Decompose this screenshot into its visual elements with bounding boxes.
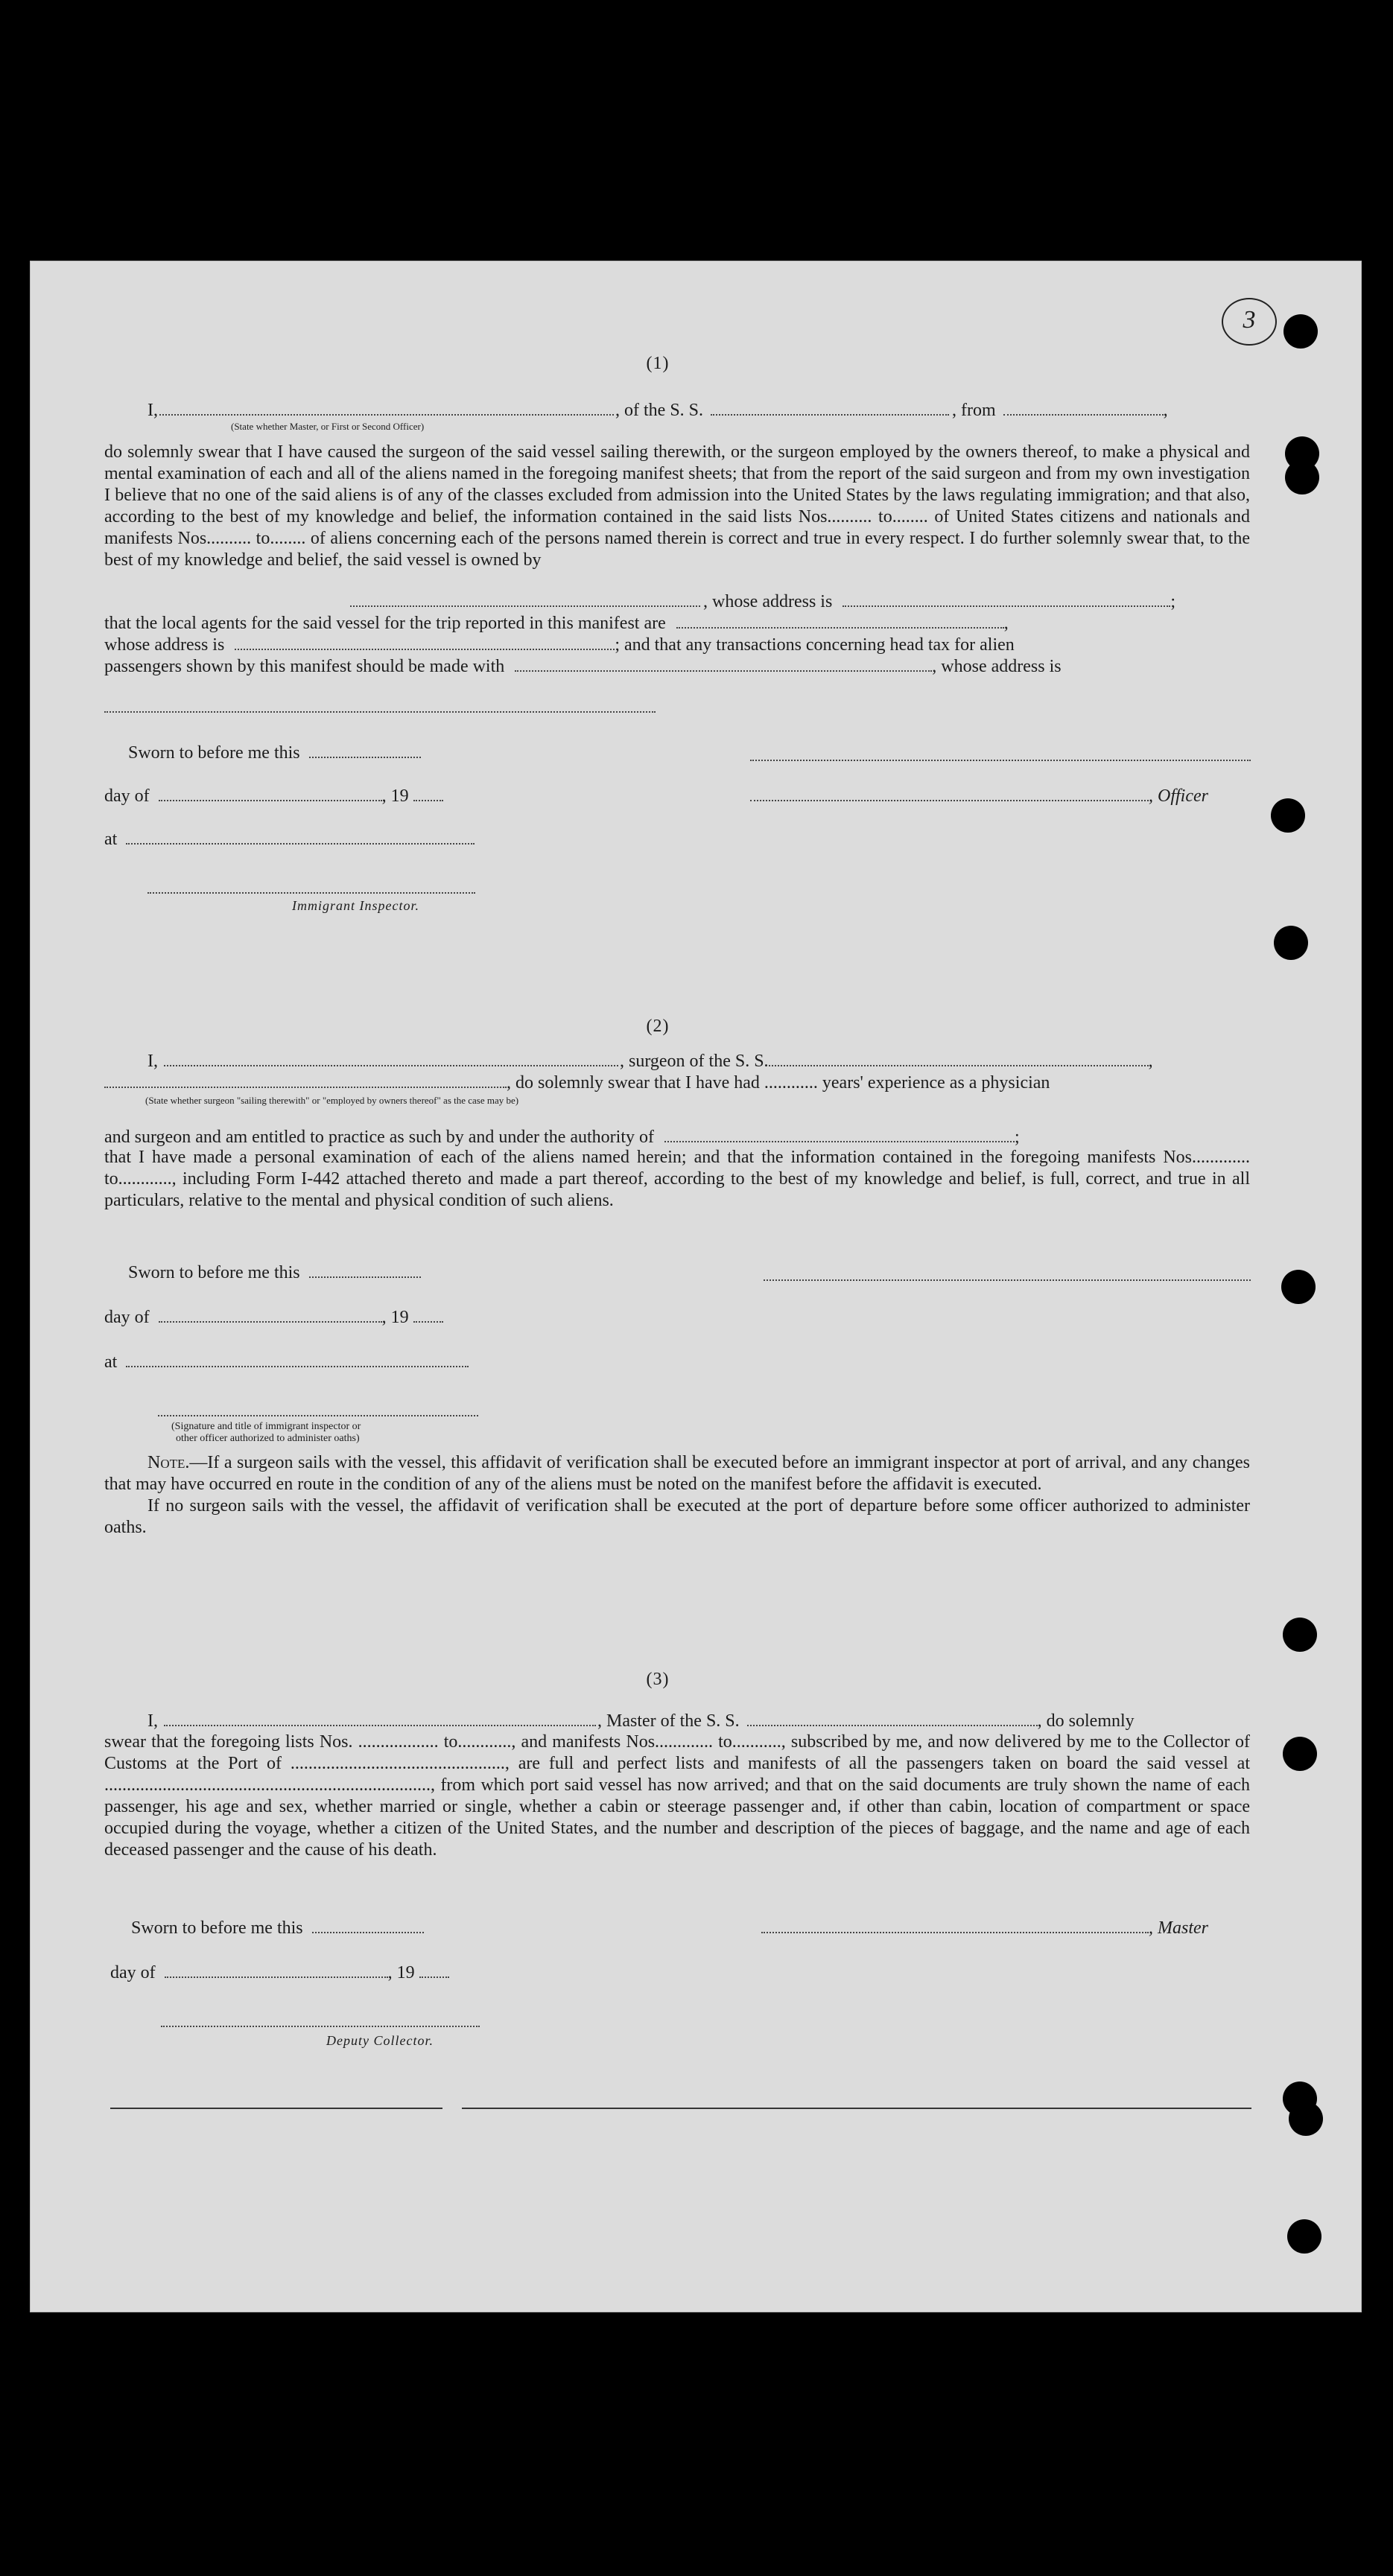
deputy-signature-line bbox=[161, 2026, 480, 2027]
section-1-oath-line: I, , of the S. S. , from , bbox=[147, 401, 1168, 420]
binder-hole bbox=[1289, 2102, 1323, 2136]
section-2-sworn: Sworn to before me this bbox=[128, 1263, 421, 1283]
section-1-number: (1) bbox=[646, 354, 670, 373]
binder-hole bbox=[1281, 1270, 1316, 1304]
section-2-swear-line: , do solemnly swear that I have had ............ years' experience as a physician bbox=[104, 1073, 1050, 1093]
section-1-sworn: Sworn to before me this bbox=[128, 743, 421, 763]
section-3-day-of: day of , 19 bbox=[110, 1963, 449, 1983]
binder-hole bbox=[1283, 1737, 1317, 1771]
section-3-oath-line: I, , Master of the S. S. , do solemnly bbox=[147, 1711, 1135, 1731]
owned-by-address-line: , whose address is ; bbox=[350, 592, 1175, 612]
section-2-day-of: day of , 19 bbox=[104, 1308, 443, 1328]
binder-hole bbox=[1285, 460, 1319, 494]
section-3-body: swear that the foregoing lists Nos. .................. to............, and manifests Nos............. to..........., subscribed by me, and now delivered by me to the Collector of Customs at the Port of ................................................, are full and perfect lists and manifests of all the passengers taken on board the said vessel at ........................................................................., from which port said vessel has now arrived; and that on the said documents are truly shown the name of each passenger, his age and sex, whether married or single, whether a cabin or steerage passenger and, if other than cabin, location of compartment or space occupied during the voyage, whether a citizen of the United States, and the number and description of the pieces of baggage, and the name and age of each deceased passenger and the cause of his death. bbox=[104, 1732, 1250, 1860]
binder-hole bbox=[1271, 798, 1305, 833]
section-2-number: (2) bbox=[646, 1017, 670, 1036]
footer-rule-left bbox=[110, 2108, 442, 2109]
section-2-body: that I have made a personal examination of each of the aliens named herein; and that the information contained in the foregoing manifests Nos............. to............, including Form I-442 attached thereto and made a part thereof, according to the best of my knowledge and belief, is full, correct, and true in all particulars, relative to the mental and physical condition of such aliens. bbox=[104, 1148, 1250, 1210]
binder-hole bbox=[1287, 2219, 1321, 2254]
section-1-signature-line bbox=[750, 760, 1251, 761]
binder-hole bbox=[1274, 926, 1308, 960]
section-1-officer: , Officer bbox=[750, 786, 1208, 807]
section-2-signature-caption-2: other officer authorized to administer oaths) bbox=[176, 1433, 360, 1444]
address-rule bbox=[104, 711, 656, 713]
head-tax-line: whose address is ; and that any transactions concerning head tax for alien bbox=[104, 635, 1015, 655]
section-2-note: Note.—If a surgeon sails with the vessel, this affidavit of verification shall be executed before an immigrant inspector at port of arrival, and any changes that may have occurred en route in the condition of any of the aliens must be noted on the manifest before the affidavit is executed. If no surgeon sails with the vessel, the affidavit of verification shall be executed at the port of departure before some officer authorized to administer oaths. bbox=[104, 1453, 1250, 1537]
manifest-affidavit-page bbox=[30, 261, 1362, 2312]
section-1-body: do solemnly swear that I have caused the surgeon of the said vessel sailing therewith, or the surgeon employed by the owners thereof, to make a physical and mental examination of each and all of the aliens named in the foregoing manifest sheets; that from the report of the said surgeon and from my own investigation I believe that no one of the said aliens is of any of the classes excluded from admission into the United States by the laws regulating immigration; and that also, according to the best of my knowledge and belief, the information contained in the said lists Nos.......... to........ of United States citizens and nationals and manifests Nos.......... to........ of aliens concerning each of the persons named therein is correct and true in every respect. I do further solemnly swear that, to the best of my knowledge and belief, the said vessel is owned by bbox=[104, 442, 1250, 570]
binder-hole bbox=[1283, 314, 1318, 349]
section-2-signature-line bbox=[764, 1279, 1251, 1281]
section-1-at: at bbox=[104, 830, 475, 850]
section-3-number: (3) bbox=[646, 1670, 670, 1689]
binder-hole bbox=[1283, 1618, 1317, 1652]
section-2-authority-line: and surgeon and am entitled to practice as such by and under the authority of ; bbox=[104, 1128, 1020, 1147]
section-1-day-of: day of , 19 bbox=[104, 786, 443, 807]
section-2-signature-caption-1: (Signature and title of immigrant inspector or bbox=[171, 1421, 361, 1432]
local-agents-line: that the local agents for the said vessel for the trip reported in this manifest are , bbox=[104, 614, 1009, 633]
immigrant-inspector-label: Immigrant Inspector. bbox=[292, 898, 419, 913]
passengers-line: passengers shown by this manifest should be made with , whose address is bbox=[104, 657, 1062, 676]
section-2-caption: (State whether surgeon "sailing therewith" or "employed by owners thereof" as the case may be) bbox=[145, 1095, 519, 1106]
section-3-sworn: Sworn to before me this bbox=[131, 1918, 424, 1939]
section-2-oath-line: I, , surgeon of the S. S. , bbox=[147, 1052, 1153, 1071]
section-3-master: , Master bbox=[761, 1918, 1208, 1939]
deputy-collector-label: Deputy Collector. bbox=[326, 2033, 434, 2048]
section-2-at: at bbox=[104, 1352, 469, 1373]
section-1-caption: (State whether Master, or First or Second Officer) bbox=[231, 421, 425, 432]
footer-rule-right bbox=[462, 2108, 1251, 2109]
page-number-badge: 3 bbox=[1222, 298, 1277, 346]
section-2-officer-signature-line bbox=[158, 1415, 478, 1416]
inspector-signature-line bbox=[147, 892, 475, 894]
